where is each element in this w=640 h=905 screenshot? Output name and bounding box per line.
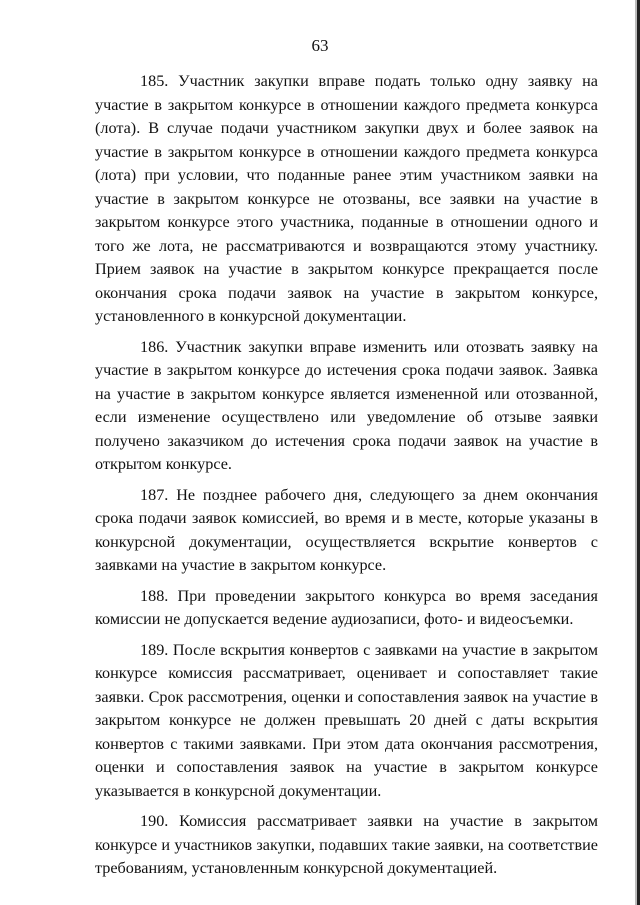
text-line: того же лота, не рассматриваются и возвращаются этому участнику. <box>95 236 598 255</box>
page-number: 63 <box>311 36 329 55</box>
text-line: окончания срока подачи заявок на участие в закрытом конкурсе, <box>95 283 598 302</box>
text-line: конкурсной документации, осуществляется вскрытие конвертов с <box>95 532 598 551</box>
paragraph <box>95 585 598 632</box>
text-line: если изменение осуществлено или уведомление об отзыве заявки <box>95 408 598 426</box>
text-line: указывается в конкурсной документации. <box>95 781 382 800</box>
text-line: получено заказчиком до истечения срока подачи заявок на участие в <box>95 431 598 450</box>
paragraph-gap <box>95 803 598 810</box>
paragraph-gap <box>95 477 598 484</box>
text-line: оценки и сопоставления заявок на участие в закрытом конкурсе <box>95 758 598 776</box>
text-line: Прием заявок на участие в закрытом конкурсе прекращается после <box>95 260 598 278</box>
paragraph-gap <box>95 632 598 639</box>
paragraph <box>95 484 598 578</box>
text-line: заявками на участие в закрытом конкурсе. <box>95 556 387 574</box>
text-line: требованиям, установленным конкурсной документацией. <box>95 859 498 877</box>
text-line: срока подачи заявок комиссией, во время и в месте, которые указаны в <box>95 509 598 527</box>
text-line: закрытом конкурсе не должен превышать 20 дней с даты вскрытия <box>95 711 598 729</box>
text-line: участие в закрытом конкурсе не отозваны, все заявки на участие в <box>95 189 598 208</box>
paragraph <box>95 639 598 804</box>
text-line: (лота). В случае подачи участником закупки двух и более заявок на <box>95 119 598 137</box>
paragraph <box>95 810 598 881</box>
paragraph-gap <box>95 578 598 585</box>
text-line: 187. Не позднее рабочего дня, следующего за днем окончания <box>140 485 598 504</box>
text-line: на участие в закрытом конкурсе является измененной или отозванной, <box>95 384 598 403</box>
text-line: закрытом конкурсе этого участника, поданные в отношении одного и <box>95 213 598 231</box>
text-line: 186. Участник закупки вправе изменить или отозвать заявку на <box>140 337 598 356</box>
text-line: участие в закрытом конкурсе до истечения срока подачи заявок. Заявка <box>95 361 598 379</box>
text-line: 189. После вскрытия конвертов с заявками на участие в закрытом <box>140 640 598 659</box>
text-line: 188. При проведении закрытого конкурса во время заседания <box>140 586 598 605</box>
text-line: (лота) при условии, что поданные ранее этим участником заявки на <box>95 166 598 184</box>
text-line: комиссии не допускается ведение аудиозаписи, фото- и видеосъемки. <box>95 610 574 628</box>
text-line: конкурсе и участников закупки, подавших такие заявки, на соответствие <box>95 835 598 854</box>
paragraph <box>95 70 598 329</box>
text-line: 190. Комиссия рассматривает заявки на участие в закрытом <box>140 812 598 830</box>
paragraph <box>95 336 598 477</box>
paragraph-gap <box>95 329 598 336</box>
text-line: заявки. Срок рассмотрения, оценки и сопоставления заявок на участие в <box>95 687 598 706</box>
document-body <box>95 70 598 881</box>
text-line: 185. Участник закупки вправе подать только одну заявку на <box>140 72 598 90</box>
text-line: конвертов с такими заявками. При этом дата окончания рассмотрения, <box>95 734 598 753</box>
text-line: установленного в конкурсной документации. <box>95 307 407 325</box>
text-line: участие в закрытом конкурсе в отношении каждого предмета конкурса <box>95 95 598 114</box>
text-line: участие в закрытом конкурсе в отношении каждого предмета конкурса <box>95 142 598 161</box>
text-line: открытом конкурсе. <box>95 455 232 473</box>
text-line: конкурсе комиссия рассматривает, оценивает и сопоставляет такие <box>95 664 598 682</box>
